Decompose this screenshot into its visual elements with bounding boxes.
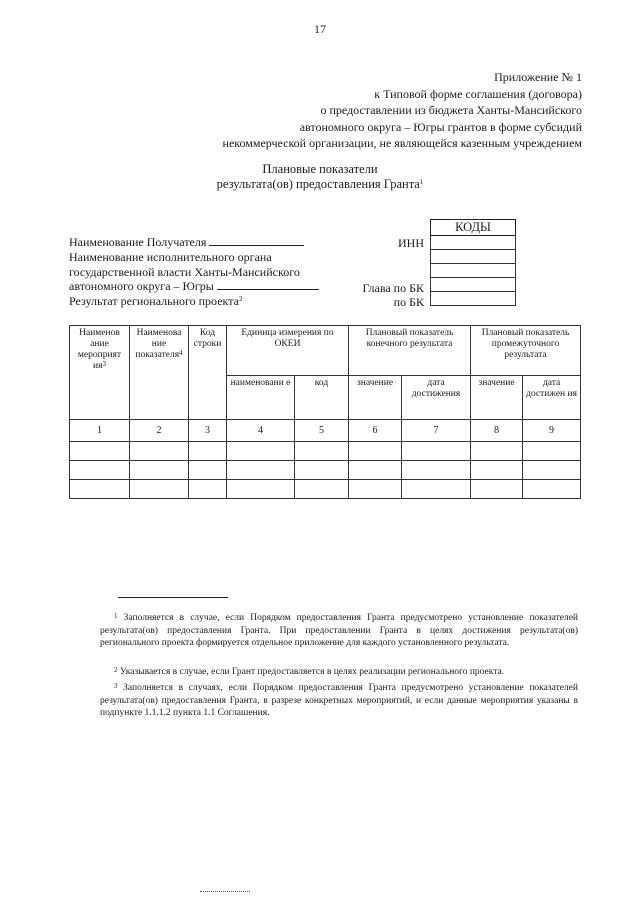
footnote-2-ref: 2 xyxy=(114,666,118,674)
col-index-9: 9 xyxy=(523,420,581,442)
appendix-line-1: Приложение № 1 xyxy=(494,70,582,84)
table-row xyxy=(70,480,581,499)
col-index-8: 8 xyxy=(471,420,523,442)
footnote-ref-1: 1 xyxy=(419,178,424,186)
appendix-line-5: некоммерческой организации, не являющейся казенным учреждением xyxy=(222,136,582,150)
field-exec-org-1: Наименование исполнительного органа xyxy=(69,250,272,264)
footnote-1-ref: 1 xyxy=(114,612,118,620)
col-index-5: 5 xyxy=(295,420,349,442)
field-exec-org-2: государственной власти Ханты-Мансийского xyxy=(69,264,300,279)
col-header-indicator: Наименова ние показателя$^4$ xyxy=(130,326,189,420)
field-exec-org-label: автономного округа – Югры xyxy=(69,279,214,293)
footnote-ref-4: 4 xyxy=(179,349,183,357)
footnote-separator xyxy=(118,597,228,598)
col-index-7: 7 xyxy=(402,420,471,442)
col-header-activity: Наименов ание мероприят $ия^3$ xyxy=(70,326,130,420)
col-index-1: 1 xyxy=(70,420,130,442)
field-recipient-blank xyxy=(209,235,304,246)
label-po-bk: по БК xyxy=(393,295,424,309)
field-regional-project xyxy=(69,294,242,309)
footnote-ref-2: 2 xyxy=(238,294,243,303)
label-glava-bk: Глава по БК xyxy=(362,281,424,295)
page-number: 17 xyxy=(314,22,326,36)
footnote-2-text: Указывается в случае, если Грант предоставляется в целях реализации регионального проекта. xyxy=(119,667,505,677)
footnote-3 xyxy=(100,682,578,720)
appendix-line-3: о предоставлении из бюджета Ханты-Мансийского xyxy=(320,103,582,117)
codes-header: КОДЫ xyxy=(431,220,516,236)
appendix-line-4: автономного округа – Югры грантов в форме субсидий xyxy=(299,119,582,134)
document-title-line-2 xyxy=(0,177,640,192)
code-cell-2 xyxy=(431,250,516,264)
col-index-3: 3 xyxy=(189,420,227,442)
col-header-okei: Единица измерения по ОКЕИ xyxy=(227,326,349,376)
field-exec-org-3 xyxy=(69,279,319,294)
field-regional-project-label: Результат регионального проекта xyxy=(69,293,239,308)
col-header-final-result: Плановый показатель конечного результата xyxy=(349,326,471,376)
col-header-line-code: Код строки xyxy=(189,326,227,420)
col-header-final-date: дата достижения xyxy=(402,376,471,420)
footnote-3-ref: 3 xyxy=(114,682,118,690)
col-header-inter-value: значение xyxy=(471,376,523,420)
bottom-mark xyxy=(200,891,250,892)
code-cell-glava-bk xyxy=(431,278,516,292)
document-title-text: результата(ов) предоставления Гранта xyxy=(216,177,420,191)
footnote-ref-3: 3 xyxy=(102,360,106,368)
col-index-4: 4 xyxy=(227,420,295,442)
indicators-table xyxy=(69,325,581,499)
field-recipient-label: Наименование Получателя xyxy=(69,235,207,249)
col-header-okei-code: код xyxy=(295,376,349,420)
col-header-final-value: значение xyxy=(349,376,402,420)
col-index-2: 2 xyxy=(130,420,189,442)
appendix-line-2: к Типовой форме соглашения (договора) xyxy=(374,86,582,101)
field-exec-org-blank xyxy=(217,279,319,290)
footnote-3-text: Заполняется в случаях, если Порядком предоставления Гранта предусмотрено установление показателей результата(ов) предоставления Гранта, в разрезе конкретных мероприятий, и если данные мероприятия указаны в подпункте 1.1.1.2 пункта 1.1 Соглашения. xyxy=(100,683,578,718)
col-index-6: 6 xyxy=(349,420,402,442)
footnote-1 xyxy=(100,612,578,650)
table-row xyxy=(70,461,581,480)
code-cell-po-bk xyxy=(431,292,516,306)
col-header-intermediate-result: Плановый показатель промежуточного результата xyxy=(471,326,581,376)
field-recipient xyxy=(69,235,304,250)
document-title-line-1: Плановые показатели xyxy=(262,162,378,176)
code-cell-inn xyxy=(431,236,516,250)
code-cell-3 xyxy=(431,264,516,278)
label-inn: ИНН xyxy=(398,236,424,250)
footnote-2 xyxy=(100,666,578,679)
table-row xyxy=(70,442,581,461)
col-header-inter-date: дата достижен ия xyxy=(523,376,581,420)
footnote-1-text: Заполняется в случае, если Порядком предоставления Гранта предусмотрено установление показателей результата(ов) предоставления Гранта. При предоставлении Гранта в целях достижения результата(ов) регионального проекта формируется отдельное приложение для каждого установленного результата. xyxy=(100,613,578,648)
codes-table xyxy=(430,219,516,306)
col-header-okei-name: наименовани е xyxy=(227,376,295,420)
